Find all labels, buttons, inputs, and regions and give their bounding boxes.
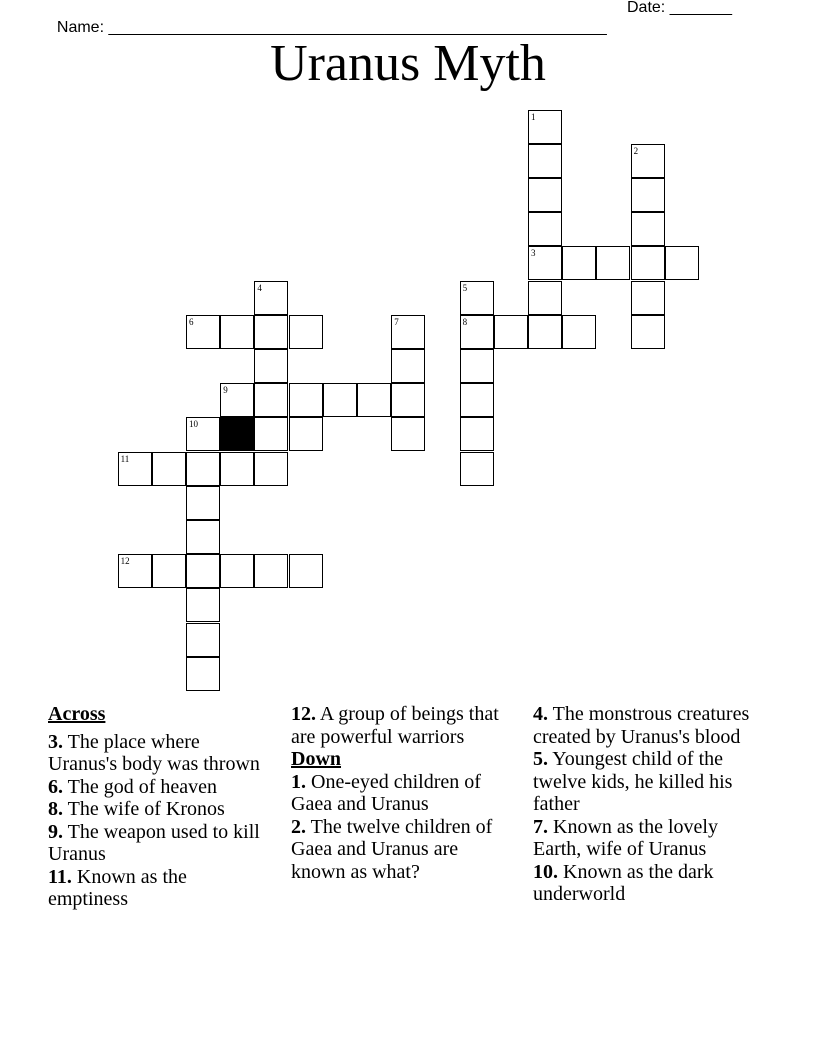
across-clue-8: 8. The wife of Kronos [48,798,225,820]
crossword-cell[interactable] [391,383,425,417]
crossword-cell[interactable] [186,588,220,622]
cell-number: 3 [531,248,536,259]
crossword-cell[interactable] [528,315,562,349]
crossword-cell[interactable] [118,554,152,588]
crossword-cell[interactable] [528,178,562,212]
crossword-cell[interactable] [596,246,630,280]
down-clue-4: 4. The monstrous creatures created by Uranus's blood [533,703,750,748]
crossword-cell[interactable] [631,246,665,280]
crossword-cell[interactable] [460,281,494,315]
crossword-cell[interactable] [323,383,357,417]
across-clue-12: 12. A group of beings that are powerful warriors [291,703,499,748]
crossword-cell[interactable] [528,281,562,315]
crossword-cell[interactable] [254,315,288,349]
crossword-cell[interactable] [289,554,323,588]
clues-column-3 [533,703,768,906]
crossword-cell[interactable] [391,315,425,349]
crossword-cell[interactable] [186,452,220,486]
crossword-cell[interactable] [631,281,665,315]
crossword-cell[interactable] [254,452,288,486]
crossword-cell[interactable] [631,178,665,212]
crossword-cell[interactable] [562,315,596,349]
crossword-cell[interactable] [460,315,494,349]
crossword-cell[interactable] [186,520,220,554]
crossword-cell[interactable] [152,554,186,588]
down-clue-10: 10. Known as the dark underworld [533,860,714,905]
crossword-cell[interactable] [220,554,254,588]
page-title: Uranus Myth [270,35,546,92]
crossword-cell[interactable] [631,212,665,246]
crossword-cell[interactable] [186,486,220,520]
crossword-cell[interactable] [186,554,220,588]
cell-number: 7 [394,316,399,327]
cell-number: 4 [257,282,262,293]
clues-column-1 [48,703,263,911]
crossword-cell[interactable] [460,383,494,417]
down-clue-1: 1. One-eyed children of Gaea and Uranus [291,770,481,815]
crossword-cell[interactable] [254,417,288,451]
name-field-label: Name: ________________________________________________________ [56,19,607,36]
crossword-cell[interactable] [631,144,665,178]
crossword-cell[interactable] [152,452,186,486]
crossword-cell[interactable] [254,281,288,315]
across-clue-11: 11. Known as the emptiness [48,865,187,910]
crossword-cell[interactable] [289,417,323,451]
crossword-cell[interactable] [528,144,562,178]
crossword-cell[interactable] [186,315,220,349]
down-clue-7: 7. Known as the lovely Earth, wife of Uranus [533,815,718,860]
cell-number: 1 [531,111,536,122]
down-clue-5: 5. Youngest child of the twelve kids, he killed his father [533,748,733,815]
cell-number: 8 [462,316,468,327]
crossword-cell[interactable] [186,623,220,657]
crossword-cell[interactable] [220,452,254,486]
crossword-cell[interactable] [289,315,323,349]
crossword-cell[interactable] [528,246,562,280]
crossword-cell[interactable] [118,452,152,486]
cell-number: 6 [189,316,194,327]
crossword-cell[interactable] [460,349,494,383]
crossword-block [220,417,254,451]
cell-number: 11 [120,453,130,464]
crossword-cell[interactable] [528,212,562,246]
cell-number: 10 [189,419,198,430]
clues-column-2 [291,703,516,883]
crossword-cell[interactable] [460,452,494,486]
crossword-cell[interactable] [254,554,288,588]
crossword-cell[interactable] [357,383,391,417]
crossword-cell[interactable] [494,315,528,349]
crossword-cell[interactable] [665,246,699,280]
cell-number: 12 [120,556,130,567]
cell-number: 9 [223,385,228,396]
crossword-cell[interactable] [289,383,323,417]
crossword-cell[interactable] [220,383,254,417]
across-clue-3: 3. The place where Uranus's body was thrown [48,730,260,775]
crossword-cell[interactable] [631,315,665,349]
across-clue-6: 6. The god of heaven [48,775,218,798]
down-clue-2: 2. The twelve children of Gaea and Uranus are known as what? [291,815,493,883]
date-field-label: Date: _______ [627,0,732,16]
crossword-cell[interactable] [254,349,288,383]
crossword-cell[interactable] [562,246,596,280]
crossword-cell[interactable] [391,417,425,451]
crossword-cell[interactable] [220,315,254,349]
cell-number: 2 [633,145,639,156]
crossword-cell[interactable] [391,349,425,383]
crossword-cell[interactable] [528,110,562,144]
across-heading: Across [48,703,106,725]
down-heading: Down [291,748,342,770]
crossword-cell[interactable] [460,417,494,451]
across-clue-9: 9. The weapon used to kill Uranus [48,820,260,865]
crossword-cell[interactable] [186,657,220,691]
crossword-cell[interactable] [254,383,288,417]
cell-number: 5 [462,282,468,293]
crossword-cell[interactable] [186,417,220,451]
